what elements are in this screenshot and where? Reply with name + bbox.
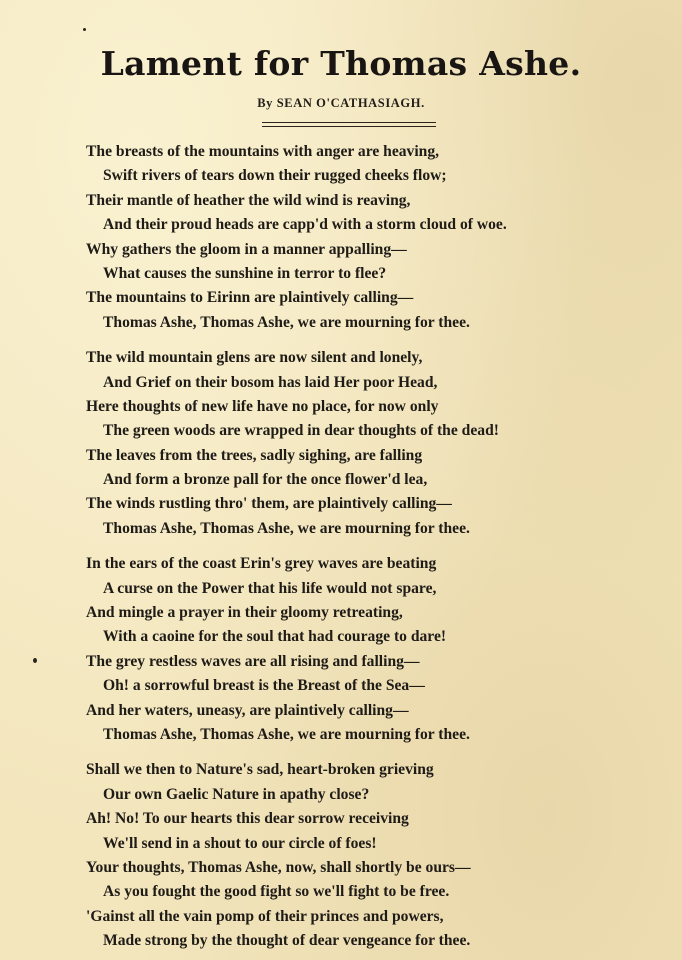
poem-line: Our own Gaelic Nature in apathy close?: [103, 785, 370, 803]
poem-line: Ah! No! To our hearts this dear sorrow receiving: [86, 810, 409, 828]
poem-line: 'Gainst all the vain pomp of their princes and powers,: [86, 907, 444, 925]
poem-line: And their proud heads are capp'd with a storm cloud of woe.: [103, 216, 507, 234]
poem-line: Here thoughts of new life have no place, for now only: [86, 397, 439, 415]
poem-line: And mingle a prayer in their gloomy retreating,: [86, 604, 403, 622]
poem-line: And Grief on their bosom has laid Her poor Head,: [103, 373, 438, 391]
poem-line: What causes the sunshine in terror to flee?: [103, 264, 387, 282]
poem-line: As you fought the good fight so we'll fight to be free.: [103, 883, 450, 901]
poem-line: The green woods are wrapped in dear thoughts of the dead!: [103, 422, 499, 440]
poem-line: And her waters, uneasy, are plaintively calling—: [86, 701, 409, 719]
author-byline: By SEAN O'CATHASIAGH.: [257, 96, 425, 110]
poem-line: Made strong by the thought of dear vengeance for thee.: [103, 932, 471, 950]
poem-line: In the ears of the coast Erin's grey waves are beating: [86, 555, 437, 573]
poem-line: Why gathers the gloom in a manner appalling—: [86, 240, 407, 258]
poem-line: With a caoine for the soul that had courage to dare!: [103, 628, 447, 646]
poem-line: The wild mountain glens are now silent and lonely,: [86, 349, 423, 367]
poem-line: The grey restless waves are all rising and falling—: [86, 652, 420, 670]
title-divider-top: [262, 122, 436, 123]
poem-body: [86, 140, 656, 954]
poem-line: We'll send in a shout to our circle of foes!: [103, 834, 377, 852]
poem-line: Swift rivers of tears down their rugged cheeks flow;: [103, 167, 447, 185]
poem-line: The winds rustling thro' them, are plaintively calling—: [86, 495, 452, 513]
stanza-1: [86, 140, 656, 335]
poem-line: The leaves from the trees, sadly sighing, are falling: [86, 446, 423, 464]
poem-line: And form a bronze pall for the once flower'd lea,: [103, 471, 428, 489]
poem-line: Thomas Ashe, Thomas Ashe, we are mourning for thee.: [103, 725, 470, 743]
ink-speck: [33, 658, 37, 663]
poem-line: Oh! a sorrowful breast is the Breast of the Sea—: [103, 677, 425, 695]
title-divider-bottom: [262, 126, 436, 127]
poem-line: The mountains to Eirinn are plaintively calling—: [86, 289, 414, 307]
poem-line: Shall we then to Nature's sad, heart-broken grieving: [86, 761, 434, 779]
poem-line: A curse on the Power that his life would not spare,: [103, 579, 437, 597]
stanza-2: [86, 346, 656, 541]
poem-line: Thomas Ashe, Thomas Ashe, we are mourning for thee.: [103, 519, 470, 537]
poem-line: Thomas Ashe, Thomas Ashe, we are mourning for thee.: [103, 313, 470, 331]
poem-line: Your thoughts, Thomas Ashe, now, shall shortly be ours—: [86, 858, 471, 876]
ink-speck: [83, 28, 86, 31]
poem-title: Lament for Thomas Ashe.: [100, 44, 582, 83]
poem-line: The breasts of the mountains with anger are heaving,: [86, 143, 440, 160]
stanza-3: [86, 552, 656, 747]
poem-line: Their mantle of heather the wild wind is reaving,: [86, 191, 411, 209]
stanza-4: [86, 758, 656, 953]
